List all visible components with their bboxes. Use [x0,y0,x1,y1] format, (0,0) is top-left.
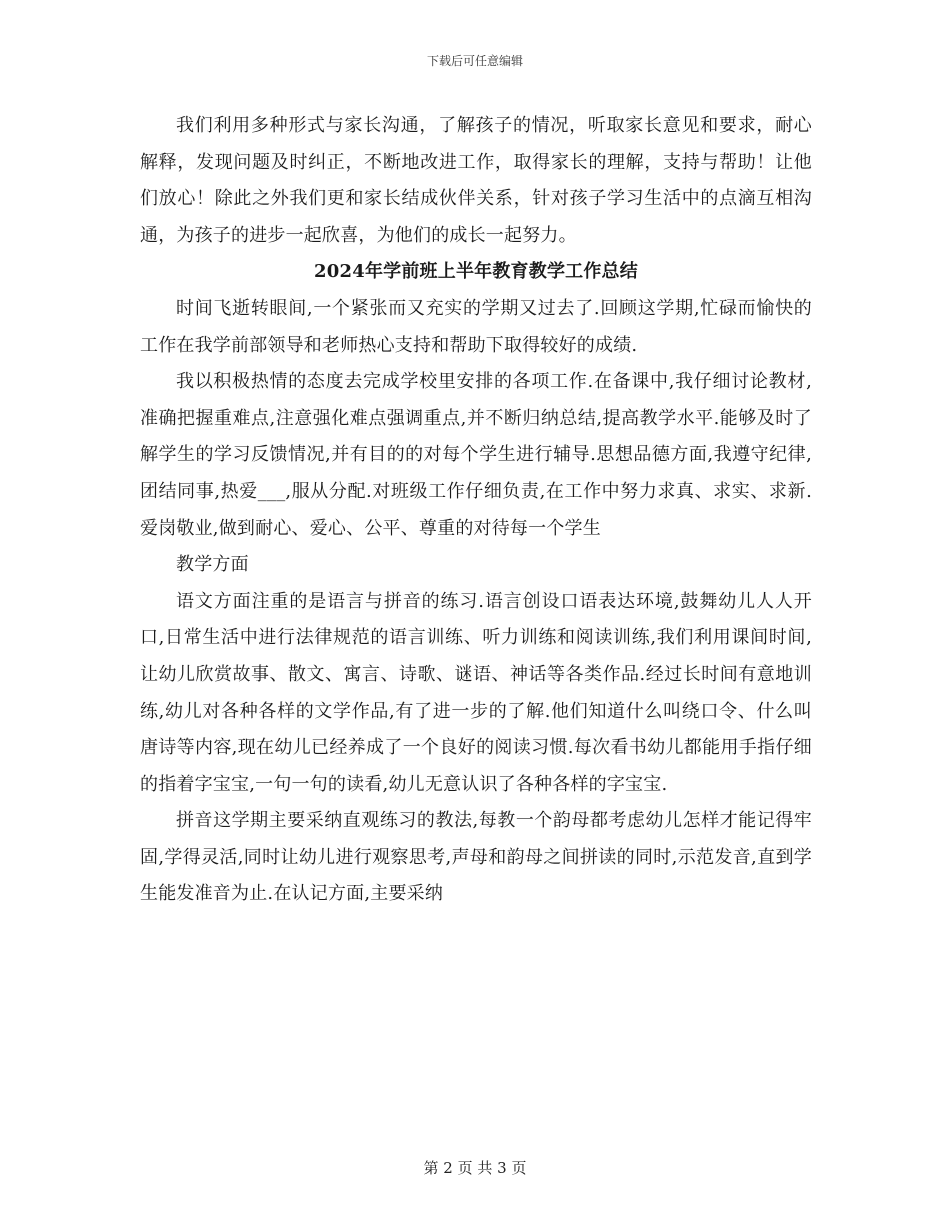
page-header: 下载后可任意编辑 [426,54,523,68]
subheading-teaching: 教学方面 [176,554,249,576]
section-title: 2024年学前班上半年教育教学工作总结 [314,261,638,283]
paragraph-work-attitude: 我以积极热情的态度去完成学校里安排的各项工作.在备课中,我仔细讨论教材,准确把握重难点,注意强化难点强调重点,并不断归纳总结,提高教学水平.能够及时了解学生的学习反馈情况,并有目的的对每个学生进行辅导.思想品德方面,我遵守纪律,团结同事,热爱___,服从分配.对班级工作仔细负责,在工作中努力求真、求实、求新.爱岗敬业,做到耐心、爱心、公平、尊重的对待每一个学生 [140,371,812,539]
paragraph-language: 语文方面注重的是语言与拼音的练习.语言创设口语表达环境,鼓舞幼儿人人开口,日常生活中进行法律规范的语言训练、听力训练和阅读训练,我们利用课间时间,让幼儿欣赏故事、散文、寓言、诗歌、谜语、神话等各类作品.经过长时间有意地训练,幼儿对各种各样的文学作品,有了进一步的了解.他们知道什么叫绕口令、什么叫唐诗等内容,现在幼儿已经养成了一个良好的阅读习惯.每次看书幼儿都能用手指仔细的指着字宝宝,一句一句的读看,幼儿无意认识了各种各样的字宝宝. [140,590,812,795]
paragraph-pinyin: 拼音这学期主要采纳直观练习的教法,每教一个韵母都考虑幼儿怎样才能记得牢固,学得灵活,同时让幼儿进行观察思考,声母和韵母之间拼读的同时,示范发音,直到学生能发准音为止.在认记方面,主要采纳 [140,810,812,905]
page-footer: 第 2 页 共 3 页 [423,1159,527,1177]
paragraph-intro: 时间飞逝转眼间,一个紧张而又充实的学期又过去了.回顾这学期,忙碌而愉快的工作在我学前部领导和老师热心支持和帮助下取得较好的成绩. [140,297,812,356]
paragraph-parent-communication: 我们利用多种形式与家长沟通，了解孩子的情况，听取家长意见和要求，耐心解释，发现问题及时纠正，不断地改进工作，取得家长的理解，支持与帮助！让他们放心！除此之外我们更和家长结成伙伴关系，针对孩子学习生活中的点滴互相沟通，为孩子的进步一起欣喜，为他们的成长一起努力。 [140,115,812,246]
document-body [140,108,812,913]
